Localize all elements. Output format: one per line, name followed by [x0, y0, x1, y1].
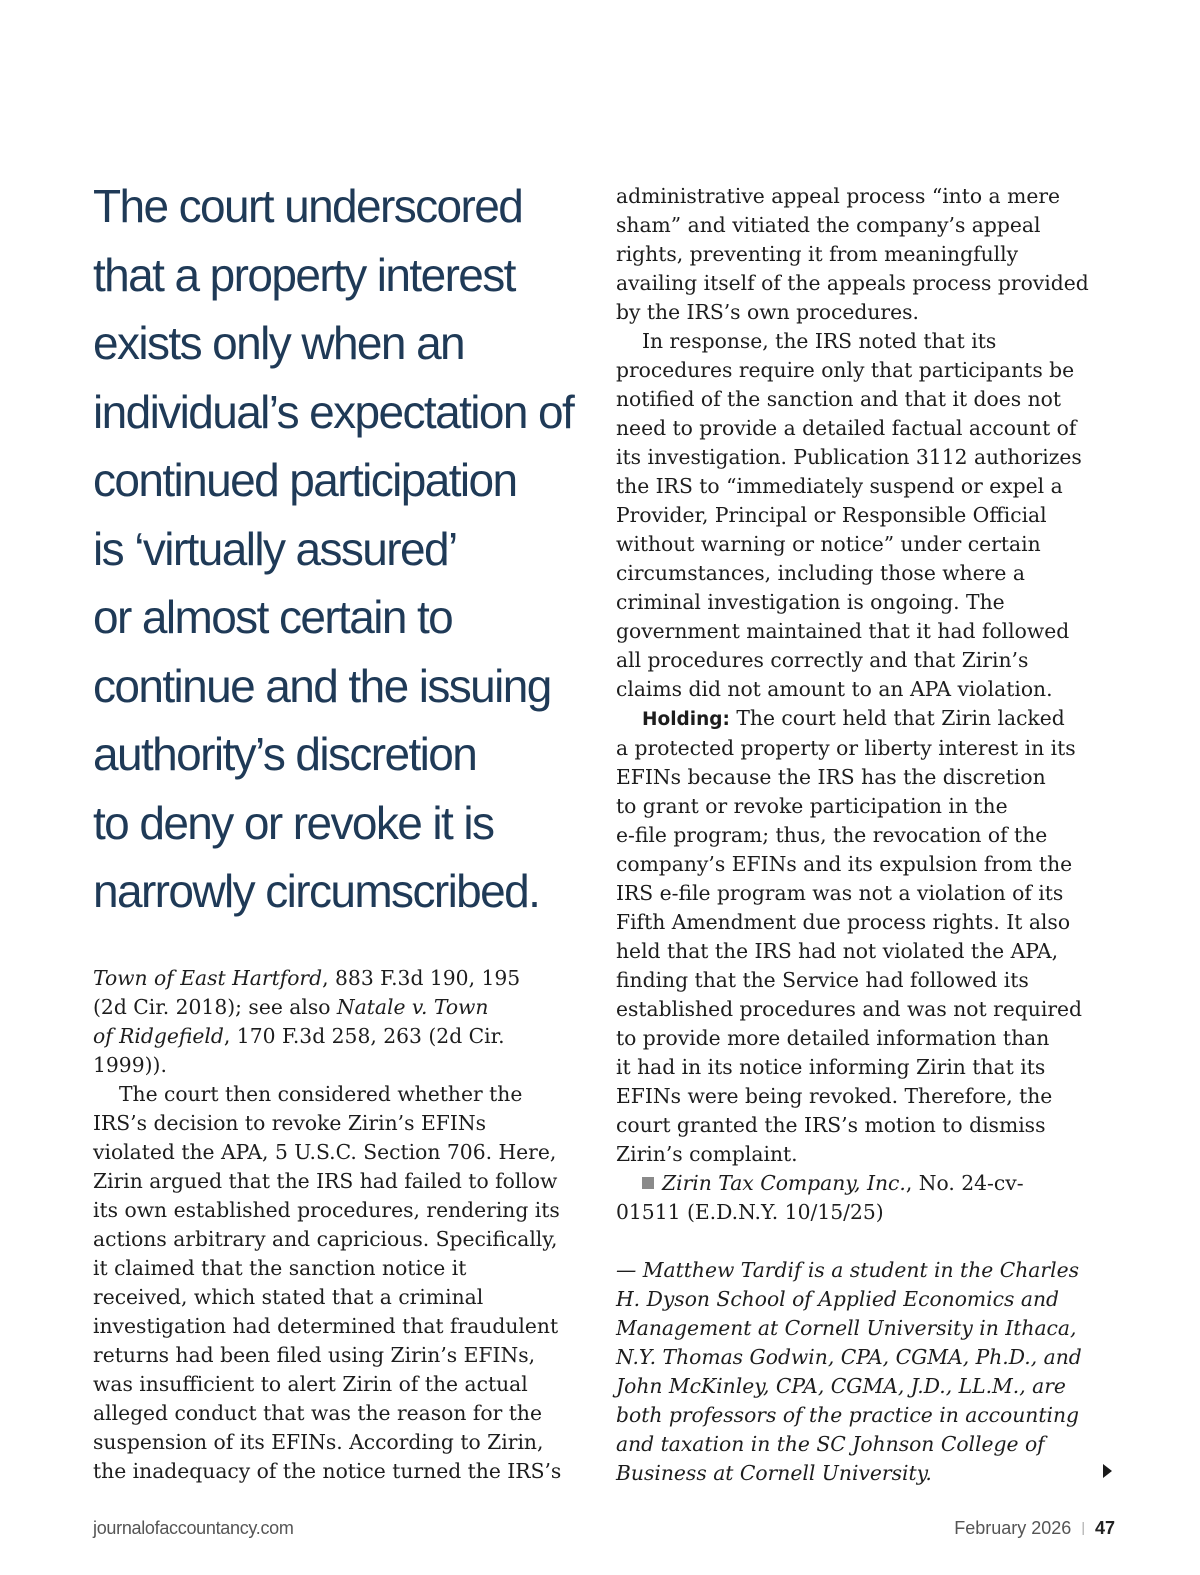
paragraph-line: violated the APA, 5 U.S.C. Section 706. Here, [93, 1140, 557, 1164]
paragraph-line: IRS’s decision to revoke Zirin’s EFINs [93, 1111, 486, 1135]
paragraph-line: Provider, Principal or Responsible Official [616, 503, 1047, 527]
paragraph-line: procedures require only that participants be [616, 358, 1075, 382]
case-name: Natale v. Town [336, 995, 489, 1019]
pull-quote-line: exists only when an [93, 317, 465, 369]
paragraph-line: claims did not amount to an APA violation. [616, 677, 1053, 701]
paragraph-line: rights, preventing it from meaningfully [616, 242, 1019, 266]
pull-quote-line: continued participation [93, 454, 517, 506]
case-name: Zirin Tax Company, Inc. [662, 1171, 906, 1195]
left-column [93, 964, 593, 1486]
pull-quote-line: is ‘virtually assured’ [93, 522, 457, 575]
paragraph-line: established procedures and was not required [616, 997, 1083, 1021]
author-bio-line: N.Y. Thomas Godwin, CPA, CGMA, Ph.D., and [616, 1345, 1082, 1369]
author-bio-line: and taxation in the SC Johnson College of [616, 1432, 1045, 1456]
footer-separator: | [1081, 1519, 1085, 1535]
paragraph-line: actions arbitrary and capricious. Specifically, [93, 1227, 558, 1251]
author-bio-line: both professors of the practice in accounting [616, 1403, 1080, 1427]
paragraph-line: Fifth Amendment due process rights. It also [616, 910, 1071, 934]
paragraph-line: finding that the Service had followed its [616, 968, 1029, 992]
citation-text: , 883 F.3d 190, 195 [322, 966, 521, 990]
footer-issue: February 2026 [954, 1518, 1072, 1538]
pull-quote-line: that a property interest [93, 248, 515, 301]
paragraph-line: returns had been filed using Zirin’s EFINs, [93, 1343, 536, 1367]
paragraph-line: notified of the sanction and that it does not [616, 387, 1062, 411]
paragraph-line: the inadequacy of the notice turned the IRS’s [93, 1459, 562, 1483]
pull-quote-line: continue and the issuing [93, 659, 551, 712]
case-citation-line [616, 1169, 1121, 1198]
square-bullet-icon [642, 1177, 654, 1189]
paragraph-line: to provide more detailed information than [616, 1026, 1050, 1050]
holding-label: Holding: [642, 709, 730, 730]
paragraph-line: its investigation. Publication 3112 authorizes [616, 445, 1082, 469]
citation-text: , No. 24-cv- [905, 1171, 1024, 1195]
paragraph-line: e-file program; thus, the revocation of the [616, 823, 1048, 847]
pull-quote-line: or almost certain to [93, 591, 453, 643]
paragraph-line: administrative appeal process “into a mere [616, 184, 1061, 208]
end-of-article-arrow-icon [1103, 1464, 1112, 1478]
paragraph-line: availing itself of the appeals process provided [616, 271, 1089, 295]
paragraph-line: Zirin argued that the IRS had failed to follow [93, 1169, 558, 1193]
citation-text: , 170 F.3d 258, 263 (2d Cir. [223, 1024, 505, 1048]
paragraph-line: its own established procedures, rendering its [93, 1198, 560, 1222]
author-bio-line: John McKinley, CPA, CGMA, J.D., LL.M., are [616, 1374, 1066, 1398]
author-bio-line: — Matthew Tardif is a student in the Charles [616, 1258, 1079, 1282]
paragraph-line: all procedures correctly and that Zirin’s [616, 648, 1029, 672]
paragraph-line: it had in its notice informing Zirin that its [616, 1055, 1046, 1079]
spacer [616, 1227, 1121, 1256]
page-number: 47 [1094, 1518, 1115, 1538]
pull-quote-line: narrowly circumscribed. [93, 865, 540, 917]
pull-quote-line: individual’s expectation of [93, 385, 574, 438]
paragraph-line: The court then considered whether the [119, 1082, 523, 1106]
pull-quote-line: The court underscored [93, 180, 523, 232]
paragraph-line: to grant or revoke participation in the [616, 794, 1008, 818]
footer-issue-info [954, 1518, 1115, 1539]
paragraph-line: need to provide a detailed factual account of [616, 416, 1077, 440]
right-column [616, 182, 1121, 1488]
paragraph-line: was insufficient to alert Zirin of the actual [93, 1372, 528, 1396]
paragraph-line: EFINs because the IRS has the discretion [616, 765, 1046, 789]
paragraph-line: Zirin’s complaint. [616, 1142, 798, 1166]
paragraph-line: received, which stated that a criminal [93, 1285, 484, 1309]
citation-line [93, 964, 593, 993]
paragraph-line: without warning or notice” under certain [616, 532, 1041, 556]
citation-line [93, 993, 593, 1022]
paragraph-line: sham” and vitiated the company’s appeal [616, 213, 1041, 237]
pull-quote [93, 172, 613, 926]
holding-text: The court held that Zirin lacked [729, 706, 1065, 730]
paragraph-line: the IRS to “immediately suspend or expel a [616, 474, 1063, 498]
citation-line [93, 1022, 593, 1051]
author-bio-line: Business at Cornell University. [616, 1461, 932, 1485]
author-bio-line: H. Dyson School of Applied Economics and [616, 1287, 1059, 1311]
paragraph-line: alleged conduct that was the reason for the [93, 1401, 542, 1425]
paragraph-line: criminal investigation is ongoing. The [616, 590, 1005, 614]
pull-quote-line: to deny or revoke it is [93, 796, 494, 849]
paragraph-line: investigation had determined that fraudulent [93, 1314, 559, 1338]
paragraph-line: In response, the IRS noted that its [642, 329, 997, 353]
footer-website: journalofaccountancy.com [93, 1518, 294, 1538]
paragraph-line: EFINs were being revoked. Therefore, the [616, 1084, 1053, 1108]
paragraph-line: it claimed that the sanction notice it [93, 1256, 467, 1280]
paragraph-line: a protected property or liberty interest in its [616, 736, 1076, 760]
paragraph-line: suspension of its EFINs. According to Zirin, [93, 1430, 544, 1454]
holding-line [616, 704, 1121, 734]
paragraph-line: IRS e-file program was not a violation of its [616, 881, 1064, 905]
paragraph-line: court granted the IRS’s motion to dismiss [616, 1113, 1046, 1137]
citation-text: (2d Cir. 2018); see also [93, 995, 337, 1019]
paragraph-line: government maintained that it had followed [616, 619, 1070, 643]
paragraph-line: company’s EFINs and its expulsion from the [616, 852, 1073, 876]
case-name: Town of East Hartford [93, 966, 323, 990]
paragraph-line: by the IRS’s own procedures. [616, 300, 919, 324]
case-citation-line: 01511 (E.D.N.Y. 10/15/25) [616, 1200, 884, 1224]
citation-line: 1999)). [93, 1053, 167, 1077]
case-name: of Ridgefield [93, 1024, 224, 1048]
pull-quote-line: authority’s discretion [93, 728, 477, 780]
paragraph-line: circumstances, including those where a [616, 561, 1025, 585]
paragraph-line: held that the IRS had not violated the APA, [616, 939, 1059, 963]
author-bio-line: Management at Cornell University in Ithaca, [616, 1316, 1077, 1340]
